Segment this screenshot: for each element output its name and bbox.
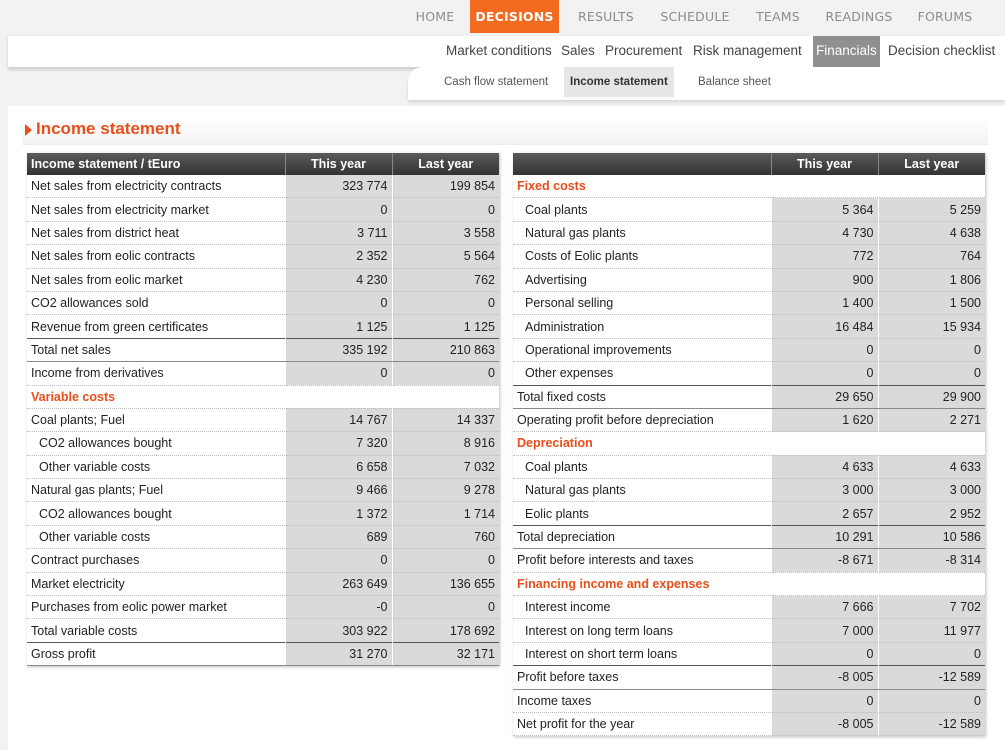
total-row [513, 666, 985, 689]
last-year-value: 7 032 [392, 455, 499, 478]
this-year-value: 4 633 [771, 455, 878, 478]
last-year-value: 10 586 [878, 525, 985, 548]
last-year-value: 136 655 [392, 572, 499, 595]
column-header-this-year: This year [771, 153, 878, 175]
section-title: Variable costs [27, 385, 285, 408]
row-label: Contract purchases [27, 549, 285, 572]
subnav-risk-management[interactable]: Risk management [693, 43, 802, 58]
section-header-row [27, 385, 499, 408]
last-year-value: 0 [392, 291, 499, 314]
row-label: Costs of Eolic plants [513, 245, 771, 268]
subnav-procurement[interactable]: Procurement [605, 43, 683, 58]
tab-balance-sheet[interactable]: Balance sheet [698, 76, 771, 88]
table-row [27, 596, 499, 619]
last-year-value: 178 692 [392, 619, 499, 642]
table-row [513, 315, 985, 338]
decisions-subnav [8, 36, 1005, 68]
table-row [513, 455, 985, 478]
last-year-value: 0 [392, 362, 499, 385]
row-label: Other expenses [513, 362, 771, 385]
row-label: Total variable costs [27, 619, 285, 642]
table-row [513, 291, 985, 314]
table-row [513, 479, 985, 502]
last-year-value: 2 271 [878, 408, 985, 431]
subnav-market-conditions[interactable]: Market conditions [446, 43, 552, 58]
table-row [513, 408, 985, 431]
empty-cell [285, 385, 392, 408]
table-row [27, 175, 499, 198]
this-year-value: 4 730 [771, 221, 878, 244]
section-title: Depreciation [513, 432, 771, 455]
this-year-value: -8 005 [771, 666, 878, 689]
row-label: Profit before interests and taxes [513, 549, 771, 572]
row-label: Revenue from green certificates [27, 315, 285, 338]
this-year-value: 323 774 [285, 175, 392, 198]
last-year-value: 762 [392, 268, 499, 291]
this-year-value: 7 320 [285, 432, 392, 455]
table-row [513, 338, 985, 361]
this-year-value: 335 192 [285, 338, 392, 361]
nav-teams[interactable]: TEAMS [756, 9, 800, 24]
this-year-value: 3 711 [285, 221, 392, 244]
section-header-row [513, 432, 985, 455]
last-year-value: -8 314 [878, 549, 985, 572]
this-year-value: 263 649 [285, 572, 392, 595]
last-year-value: -12 589 [878, 666, 985, 689]
page-title: Income statement [36, 119, 181, 138]
last-year-value: 199 854 [392, 175, 499, 198]
this-year-value: 9 466 [285, 479, 392, 502]
table-row [27, 268, 499, 291]
table-row [27, 432, 499, 455]
last-year-value: 4 633 [878, 455, 985, 478]
table-row [27, 549, 499, 572]
row-label: Natural gas plants [513, 221, 771, 244]
table-row [513, 596, 985, 619]
row-label: Gross profit [27, 642, 285, 665]
nav-home[interactable]: HOME [415, 9, 455, 24]
income-statement-table [27, 153, 499, 666]
last-year-value: 764 [878, 245, 985, 268]
table-row [513, 642, 985, 665]
financials-tabs [408, 67, 1005, 100]
row-label: Personal selling [513, 291, 771, 314]
empty-cell [771, 432, 878, 455]
row-label: Other variable costs [27, 525, 285, 548]
last-year-value: 760 [392, 525, 499, 548]
table-row [27, 572, 499, 595]
table-row [27, 502, 499, 525]
last-year-value: 8 916 [392, 432, 499, 455]
last-year-value: 2 952 [878, 502, 985, 525]
table-row [513, 502, 985, 525]
last-year-value: -12 589 [878, 712, 985, 735]
empty-cell [771, 572, 878, 595]
row-label: Coal plants [513, 198, 771, 221]
row-label: Coal plants; Fuel [27, 408, 285, 431]
this-year-value: 7 666 [771, 596, 878, 619]
this-year-value: 2 352 [285, 245, 392, 268]
row-label: Purchases from eolic power market [27, 596, 285, 619]
tab-cash-flow-statement[interactable]: Cash flow statement [444, 76, 549, 88]
column-header-label [513, 153, 771, 175]
nav-results[interactable]: RESULTS [578, 9, 634, 24]
total-row [513, 525, 985, 548]
last-year-value: 1 714 [392, 502, 499, 525]
table-row [27, 525, 499, 548]
table-row [27, 221, 499, 244]
row-label: Net sales from electricity market [27, 198, 285, 221]
table-row [27, 315, 499, 338]
table-row [27, 479, 499, 502]
last-year-value: 0 [878, 642, 985, 665]
table-row [27, 245, 499, 268]
last-year-value: 11 977 [878, 619, 985, 642]
row-label: Interest on short term loans [513, 642, 771, 665]
total-row [513, 385, 985, 408]
this-year-value: -8 005 [771, 712, 878, 735]
table-row [513, 268, 985, 291]
row-label: Advertising [513, 268, 771, 291]
row-label: Income from derivatives [27, 362, 285, 385]
last-year-value: 15 934 [878, 315, 985, 338]
last-year-value: 0 [392, 198, 499, 221]
last-year-value: 210 863 [392, 338, 499, 361]
table-row [513, 245, 985, 268]
row-label: Net sales from electricity contracts [27, 175, 285, 198]
this-year-value: 4 230 [285, 268, 392, 291]
last-year-value: 0 [878, 362, 985, 385]
row-label: CO2 allowances sold [27, 291, 285, 314]
table-row [27, 362, 499, 385]
row-label: Coal plants [513, 455, 771, 478]
table-row [513, 689, 985, 712]
row-label: Natural gas plants; Fuel [27, 479, 285, 502]
this-year-value: 0 [285, 291, 392, 314]
last-year-value: 7 702 [878, 596, 985, 619]
row-label: Operational improvements [513, 338, 771, 361]
this-year-value: 689 [285, 525, 392, 548]
table-row [513, 549, 985, 572]
this-year-value: 0 [771, 689, 878, 712]
this-year-value: 14 767 [285, 408, 392, 431]
this-year-value: 2 657 [771, 502, 878, 525]
table-header-row [27, 153, 499, 175]
row-label: Income taxes [513, 689, 771, 712]
table-row [27, 619, 499, 642]
subnav-financials[interactable]: Financials [813, 36, 880, 67]
nav-readings[interactable]: READINGS [825, 9, 893, 24]
empty-cell [392, 385, 499, 408]
section-header-row [513, 175, 985, 198]
empty-cell [878, 432, 985, 455]
last-year-value: 1 500 [878, 291, 985, 314]
this-year-value: 1 372 [285, 502, 392, 525]
row-label: Net profit for the year [513, 712, 771, 735]
nav-forums[interactable]: FORUMS [917, 9, 973, 24]
table-row [27, 408, 499, 431]
section-title: Fixed costs [513, 175, 771, 198]
subnav-decision-checklist[interactable]: Decision checklist [888, 43, 996, 58]
row-label: Interest income [513, 596, 771, 619]
table-row [513, 198, 985, 221]
row-label: Natural gas plants [513, 479, 771, 502]
last-year-value: 5 259 [878, 198, 985, 221]
row-label: CO2 allowances bought [27, 432, 285, 455]
last-year-value: 1 125 [392, 315, 499, 338]
last-year-value: 0 [878, 689, 985, 712]
last-year-value: 14 337 [392, 408, 499, 431]
column-header-label: Income statement / tEuro [27, 153, 285, 175]
last-year-value: 1 806 [878, 268, 985, 291]
total-row [27, 642, 499, 665]
table-row [513, 712, 985, 735]
table-row [27, 291, 499, 314]
main-navigation [0, 0, 1005, 36]
this-year-value: 0 [771, 338, 878, 361]
this-year-value: 6 658 [285, 455, 392, 478]
this-year-value: 772 [771, 245, 878, 268]
last-year-value: 4 638 [878, 221, 985, 244]
table-row [513, 362, 985, 385]
row-label: Total depreciation [513, 525, 771, 548]
last-year-value: 0 [392, 549, 499, 572]
this-year-value: 7 000 [771, 619, 878, 642]
this-year-value: 900 [771, 268, 878, 291]
this-year-value: 1 125 [285, 315, 392, 338]
this-year-value: 0 [285, 198, 392, 221]
this-year-value: 16 484 [771, 315, 878, 338]
this-year-value: 29 650 [771, 385, 878, 408]
table-row [27, 455, 499, 478]
row-label: Net sales from eolic contracts [27, 245, 285, 268]
row-label: Interest on long term loans [513, 619, 771, 642]
nav-schedule[interactable]: SCHEDULE [660, 9, 730, 24]
last-year-value: 5 564 [392, 245, 499, 268]
this-year-value: -0 [285, 596, 392, 619]
table-row [513, 221, 985, 244]
nav-decisions[interactable]: DECISIONS [470, 0, 559, 33]
table-row [27, 198, 499, 221]
this-year-value: 303 922 [285, 619, 392, 642]
section-header-row [513, 572, 985, 595]
this-year-value: 0 [771, 642, 878, 665]
arrow-right-icon [25, 124, 32, 136]
row-label: Net sales from district heat [27, 221, 285, 244]
page-heading [22, 116, 988, 145]
costs-and-profit-table [513, 153, 985, 736]
table-header-row [513, 153, 985, 175]
row-label: Administration [513, 315, 771, 338]
subnav-sales[interactable]: Sales [561, 43, 595, 58]
row-label: Profit before taxes [513, 666, 771, 689]
section-title: Financing income and expenses [513, 572, 771, 595]
this-year-value: -8 671 [771, 549, 878, 572]
column-header-last-year: Last year [878, 153, 985, 175]
total-row [27, 338, 499, 361]
this-year-value: 1 620 [771, 408, 878, 431]
this-year-value: 0 [285, 549, 392, 572]
this-year-value: 5 364 [771, 198, 878, 221]
last-year-value: 0 [392, 596, 499, 619]
this-year-value: 31 270 [285, 642, 392, 665]
empty-cell [878, 572, 985, 595]
last-year-value: 3 558 [392, 221, 499, 244]
table-row [513, 619, 985, 642]
last-year-value: 32 171 [392, 642, 499, 665]
this-year-value: 0 [285, 362, 392, 385]
last-year-value: 0 [878, 338, 985, 361]
this-year-value: 0 [771, 362, 878, 385]
row-label: Total net sales [27, 338, 285, 361]
last-year-value: 29 900 [878, 385, 985, 408]
row-label: CO2 allowances bought [27, 502, 285, 525]
this-year-value: 1 400 [771, 291, 878, 314]
row-label: Operating profit before depreciation [513, 408, 771, 431]
last-year-value: 9 278 [392, 479, 499, 502]
empty-cell [771, 175, 878, 198]
this-year-value: 3 000 [771, 479, 878, 502]
this-year-value: 10 291 [771, 525, 878, 548]
tab-income-statement[interactable]: Income statement [564, 67, 674, 97]
row-label: Eolic plants [513, 502, 771, 525]
row-label: Total fixed costs [513, 385, 771, 408]
row-label: Market electricity [27, 572, 285, 595]
column-header-last-year: Last year [392, 153, 499, 175]
column-header-this-year: This year [285, 153, 392, 175]
row-label: Other variable costs [27, 455, 285, 478]
row-label: Net sales from eolic market [27, 268, 285, 291]
empty-cell [878, 175, 985, 198]
last-year-value: 3 000 [878, 479, 985, 502]
